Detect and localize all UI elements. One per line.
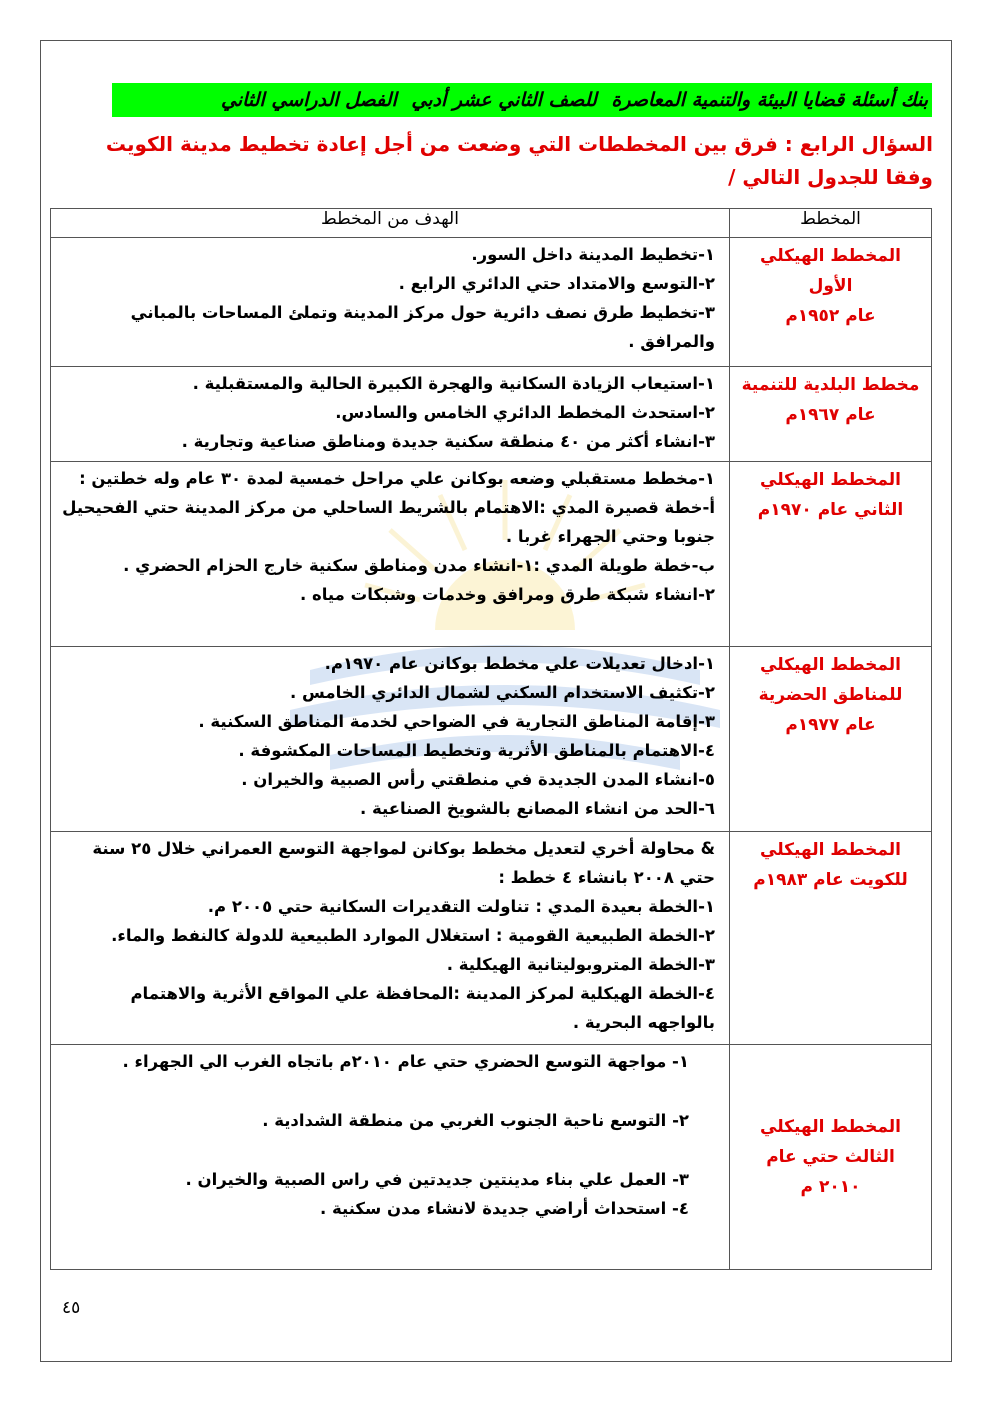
- plan-cell: [730, 367, 932, 462]
- page-number: ٤٥: [62, 1298, 81, 1318]
- table-row: [51, 1045, 932, 1270]
- goal-item: ٣-انشاء أكثر من ٤٠ منطقة سكنية جديدة ومناطق صناعية وتجارية .: [181, 432, 715, 451]
- plan-year: عام ١٩٧٧م: [785, 715, 876, 735]
- table-row: [51, 238, 932, 367]
- goal-cell: [51, 238, 730, 367]
- plan-cell: [730, 647, 932, 832]
- goal-item: ٢-الخطة الطبيعية القومية : استغلال الموارد الطبيعية للدولة كالنفط والماء.: [111, 926, 715, 945]
- plan-year: عام ١٩٦٧م: [785, 405, 876, 425]
- banner-title: بنك أسئلة قضايا البيئة والتنمية المعاصرة: [611, 89, 928, 111]
- plan-name: المخطط الهيكلي الأول: [760, 246, 901, 296]
- goal-item: ٤-الخطة الهيكلية لمركز المدينة :المحافظة علي المواقع الأثرية والاهتمام بالواجهه البحرية .: [130, 984, 715, 1032]
- goal-item: ٤- استحداث أراضي جديدة لانشاء مدن سكنية .: [319, 1199, 689, 1218]
- plan-year: للكويت عام ١٩٨٣م: [753, 870, 908, 890]
- banner-semester: الفصل الدراسي الثاني: [220, 89, 397, 111]
- goal-item: & محاولة أخري لتعديل مخطط بوكانن لمواجهة التوسع العمراني خلال ٢٥ سنة حتي ٢٠٠٨ بانشاء ٤ خطط :: [92, 839, 715, 887]
- goal-item: ١-ادخال تعديلات علي مخطط بوكانن عام ١٩٧٠م.: [324, 654, 715, 673]
- plan-year: الثاني عام ١٩٧٠م: [757, 500, 904, 520]
- question-text: السؤال الرابع : فرق بين المخططات التي وضعت من أجل إعادة تخطيط مدينة الكويت وفقا للجدول التالي /: [105, 132, 933, 189]
- goal-item: ب-خطة طويلة المدي :١-انشاء مدن ومناطق سكنية خارج الحزام الحضري .: [123, 556, 715, 575]
- goal-item: ٤-الاهتمام بالمناطق الأثرية وتخطيط المساحات المكشوفة .: [238, 741, 715, 760]
- table-row: [51, 832, 932, 1045]
- goal-cell: [51, 1045, 730, 1270]
- goal-item: أ-خطة قصيرة المدي :الاهتمام بالشريط الساحلي من مركز المدينة حتي الفحيحيل جنوبا وحتي الجهراء غربا .: [62, 498, 715, 546]
- table-row: [51, 367, 932, 462]
- goal-item: ٣-تخطيط طرق نصف دائرية حول مركز المدينة وتملئ المساحات بالمباني والمرافق .: [130, 303, 715, 351]
- goal-item: ١-مخطط مستقبلي وضعه بوكانن علي مراحل خمسية لمدة ٣٠ عام وله خطتين :: [79, 469, 715, 488]
- plans-table: [50, 208, 932, 1270]
- table-row: [51, 462, 932, 647]
- goal-item: ٢-استحدث المخطط الدائري الخامس والسادس.: [335, 403, 715, 422]
- plan-cell: [730, 462, 932, 647]
- goal-item: ١-تخطيط المدينة داخل السور.: [471, 245, 715, 264]
- goal-cell: [51, 367, 730, 462]
- header-banner: [112, 83, 932, 117]
- plan-name: مخطط البلدية للتنمية: [741, 375, 920, 395]
- table-row: [51, 647, 932, 832]
- banner-grade: للصف الثاني عشر أدبي: [411, 89, 597, 111]
- goal-item: ٣-الخطة المتروبوليتانية الهيكلية .: [446, 955, 715, 974]
- goal-item: ٣- العمل علي بناء مدينتين جديدتين في راس الصبية والخيران .: [185, 1170, 689, 1189]
- plan-name: المخطط الهيكلي: [760, 1117, 901, 1137]
- plan-year: عام ١٩٥٢م: [785, 306, 876, 326]
- goal-item: ٢-التوسع والامتداد حتي الدائري الرابع .: [398, 274, 715, 293]
- goal-item: ١-الخطة بعيدة المدي : تناولت التقديرات السكانية حتي ٢٠٠٥ م.: [207, 897, 715, 916]
- goal-cell: [51, 462, 730, 647]
- plan-name: للمناطق الحضرية: [758, 685, 903, 705]
- plan-name: الثالث حتي عام: [766, 1147, 895, 1167]
- plan-cell: [730, 832, 932, 1045]
- header-goal: الهدف من المخطط: [51, 209, 730, 238]
- goal-item: ١- مواجهة التوسع الحضري حتي عام ٢٠١٠م باتجاه الغرب الي الجهراء .: [122, 1052, 689, 1071]
- goal-item: ٢-انشاء شبكة طرق ومرافق وخدمات وشبكات مياه .: [299, 585, 715, 604]
- plan-year: ٢٠١٠ م: [800, 1177, 861, 1197]
- goal-item: ٢- التوسع ناحية الجنوب الغربي من منطقة الشدادية .: [262, 1111, 689, 1130]
- goal-item: ٢-تكثيف الاستخدام السكني لشمال الدائري الخامس .: [290, 683, 715, 702]
- plan-cell: [730, 1045, 932, 1270]
- goal-item: ٦-الحد من انشاء المصانع بالشويخ الصناعية .: [360, 799, 715, 818]
- header-plan: المخطط: [730, 209, 932, 238]
- plan-cell: [730, 238, 932, 367]
- goal-item: ٣-إقامة المناطق التجارية في الضواحي لخدمة المناطق السكنية .: [198, 712, 715, 731]
- goal-item: ١-استيعاب الزيادة السكانية والهجرة الكبيرة الحالية والمستقبلية .: [192, 374, 715, 393]
- plan-name: المخطط الهيكلي: [760, 470, 901, 490]
- plan-name: المخطط الهيكلي: [760, 655, 901, 675]
- goal-item: ٥-انشاء المدن الجديدة في منطقتي رأس الصبية والخيران .: [241, 770, 715, 789]
- goal-cell: [51, 647, 730, 832]
- plan-name: المخطط الهيكلي: [760, 840, 901, 860]
- goal-cell: [51, 832, 730, 1045]
